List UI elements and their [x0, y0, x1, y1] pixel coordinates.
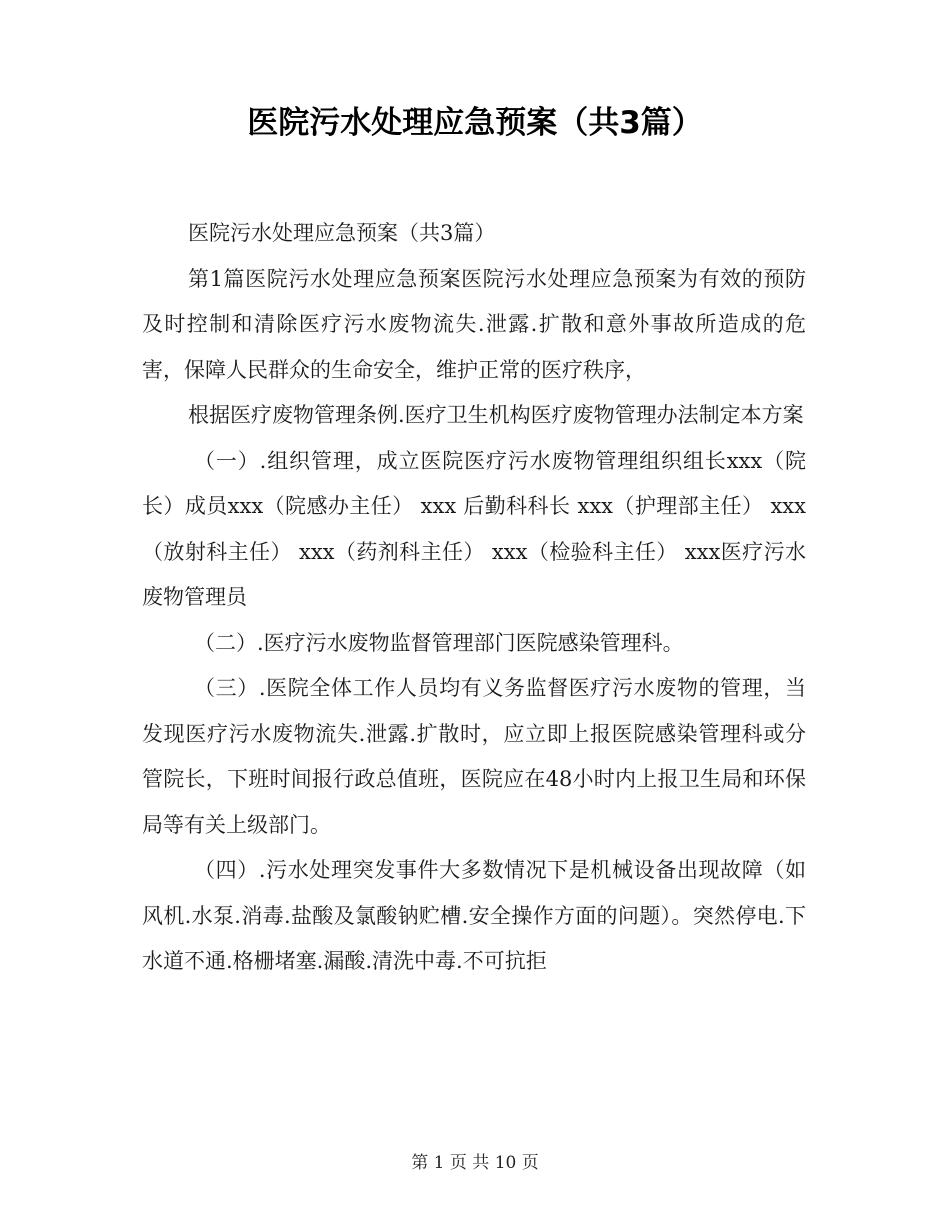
document-body — [142, 211, 806, 985]
page-footer: 第 1 页 共 10 页 — [411, 1153, 539, 1173]
paragraph-section-1: （一）.组织管理，成立医院医疗污水废物管理组织组长xxx（院长）成员xxx（院感办主任） xxx 后勤科科长 xxx（护理部主任） xxx （放射科主任） xxx（药剂科主任） xxx（检验科主任） xxx医疗污水废物管理员 — [142, 448, 806, 609]
paragraph-heading: 医院污水处理应急预案（共3篇） — [188, 221, 496, 245]
paragraph-section-4: （四）.污水处理突发事件大多数情况下是机械设备出现故障（如风机.水泵.消毒.盐酸及氯酸钠贮槽.安全操作方面的问题）。突然停电.下水道不通.格栅堵塞.漏酸.清洗中毒.不可抗拒 — [142, 858, 806, 973]
paragraph-section-3: （三）.医院全体工作人员均有义务监督医疗污水废物的管理，当发现医疗污水废物流失.泄露.扩散时，应立即上报医院感染管理科或分管院长，下班时间报行政总值班，医院应在48小时内上报卫生局和环保局等有关上级部门。 — [142, 676, 806, 837]
document-title: 医院污水处理应急预案（共3篇） — [247, 105, 703, 141]
paragraph-section-2: （二）.医疗污水废物监督管理部门医院感染管理科。 — [194, 630, 684, 655]
paragraph-basis: 根据医疗废物管理条例.医疗卫生机构医疗废物管理办法制定本方案 — [188, 403, 804, 427]
paragraph-intro: 第1篇医院污水处理应急预案医院污水处理应急预案为有效的预防及时控制和清除医疗污水废物流失.泄露.扩散和意外事故所造成的危害，保障人民群众的生命安全，维护正常的医疗秩序， — [142, 266, 806, 382]
